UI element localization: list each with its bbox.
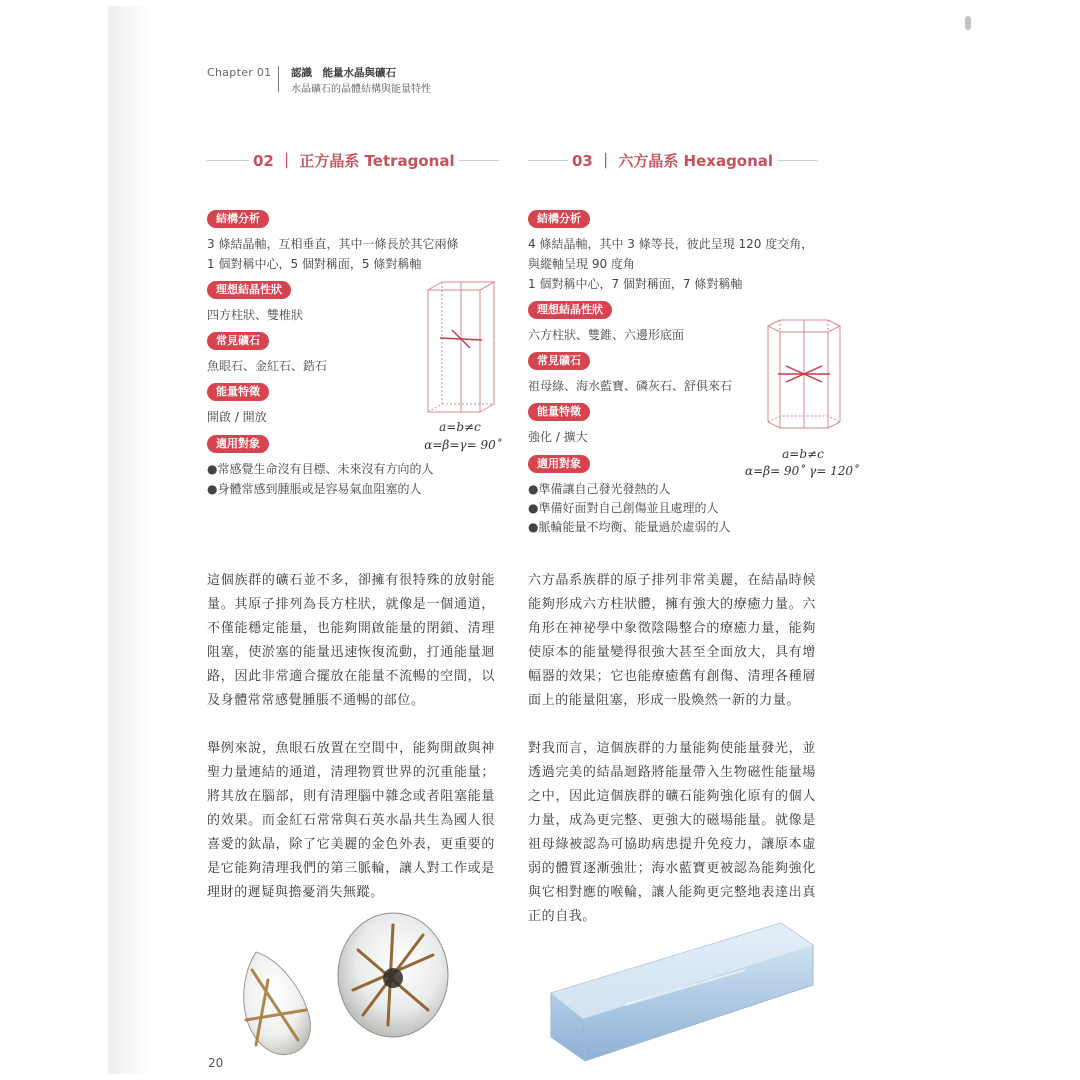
page-number: 20 bbox=[208, 1056, 224, 1070]
structure-tag: 結構分析 bbox=[207, 210, 269, 228]
paragraph: 舉例來說，魚眼石放置在空間中，能夠開啟與神聖力量連結的通道，清理物質世界的沉重能量；將其放在腦部，則有清理腦中雜念或者阻塞能量的效果。而金紅石常常與石英水晶共生為國人很喜愛的鈦晶，除了它美麗的金色外表，更重要的是它能夠清理我們的第三脈輪，讓人對工作或是理財的遲疑與擔憂消失無蹤。 bbox=[207, 741, 495, 900]
hexagonal-crystal-diagram bbox=[762, 318, 844, 438]
aquamarine-photo bbox=[545, 915, 820, 1065]
left-margin bbox=[0, 0, 108, 1080]
heading-rule-left bbox=[528, 160, 568, 161]
structure-tag: 結構分析 bbox=[528, 210, 590, 228]
structure-line: 與縱軸呈現 90 度角 bbox=[528, 257, 635, 271]
mineral-tag: 常見礦石 bbox=[207, 332, 269, 350]
structure-line: 1 個對稱中心，5 個對稱面，5 條對稱軸 bbox=[207, 257, 422, 271]
section-title: 03 ｜ 六方晶系 Hexagonal bbox=[572, 151, 774, 170]
rutile-quartz-photo bbox=[228, 910, 478, 1070]
paragraph: 對我而言，這個族群的力量能夠使能量發光，並透過完美的結晶迴路將能量帶入生物磁性能量場之中，因此這個族群的礦石能夠強化原有的個人力量，成為更完整、更強大的磁場能量。就像是祖母綠被認為可協助病患提升免疫力，讓原本虛弱的體質逐漸強壯；海水藍寶更被認為能夠強化與它相對應的喉輪，讓人能夠更完整地表達出真正的自我。 bbox=[528, 741, 816, 924]
structure-line: 4 條結晶軸，其中 3 條等長，彼此呈現 120 度交角， bbox=[528, 237, 814, 251]
header-divider bbox=[278, 66, 279, 92]
shape-text: 四方柱狀、雙椎狀 bbox=[207, 308, 304, 322]
tetragonal-formula-angles: α=β=γ= 90˚ bbox=[424, 438, 502, 452]
shape-tag: 理想結晶性狀 bbox=[207, 281, 291, 299]
target-tag: 適用對象 bbox=[528, 455, 590, 473]
heading-rule-right bbox=[459, 160, 499, 161]
target-item: ●準備讓自己發光發熱的人 bbox=[528, 482, 671, 496]
chapter-subtitle: 水晶礦石的晶體結構與能量特性 bbox=[291, 84, 431, 95]
chapter-label: Chapter 01 bbox=[207, 66, 272, 79]
target-item: ●脈輪能量不均衡、能量過於虛弱的人 bbox=[528, 520, 731, 534]
heading-rule-left bbox=[207, 160, 249, 161]
paragraph: 這個族群的礦石並不多，卻擁有很特殊的放射能量。其原子排列為長方柱狀，就像是一個通道，不僅能穩定能量，也能夠開啟能量的閉鎖、清理阻塞，使淤塞的能量迅速恢復流動，打通能量迴路，因此非常適合擺放在能量不流暢的空間，以及身體常常感覺腫脹不通暢的部位。 bbox=[207, 573, 495, 708]
right-margin bbox=[924, 0, 1080, 1080]
mineral-text: 魚眼石、金紅石、鋯石 bbox=[207, 359, 328, 373]
target-tag: 適用對象 bbox=[207, 435, 269, 453]
hexagonal-formula-angles: α=β= 90˚ γ= 120˚ bbox=[745, 464, 859, 478]
section-heading-tetragonal bbox=[207, 150, 499, 170]
paragraph: 六方晶系族群的原子排列非常美麗，在結晶時候能夠形成六方柱狀體，擁有強大的療癒力量。六角形在神祕學中象徵陰陽整合的療癒力量，能夠使原本的能量變得很強大甚至全面放大，具有增幅器的效果；它也能療癒舊有創傷、清理各種層面上的能量阻塞，形成一股煥然一新的力量。 bbox=[528, 573, 816, 708]
target-item: ●準備好面對自己創傷並且處理的人 bbox=[528, 501, 719, 515]
energy-tag: 能量特徵 bbox=[207, 383, 269, 401]
mineral-text: 祖母綠、海水藍寶、磷灰石、舒俱來石 bbox=[528, 379, 733, 393]
page-gutter-shadow bbox=[108, 6, 152, 1074]
shape-tag: 理想結晶性狀 bbox=[528, 301, 612, 319]
structure-line: 3 條結晶軸，互相垂直，其中一條長於其它兩條 bbox=[207, 237, 459, 251]
scrollbar-thumb[interactable] bbox=[965, 16, 971, 30]
hexagonal-formula-axes: a=b≠c bbox=[782, 447, 824, 461]
energy-text: 強化 / 擴大 bbox=[528, 430, 588, 444]
heading-rule-right bbox=[777, 160, 817, 161]
target-item: ●身體常感到腫脹或是容易氣血阻塞的人 bbox=[207, 482, 422, 496]
target-item: ●常感覺生命沒有目標、未來沒有方向的人 bbox=[207, 462, 434, 476]
shape-text: 六方柱狀、雙錐、六邊形底面 bbox=[528, 328, 685, 342]
chapter-title: 認識 能量水晶與礦石 bbox=[291, 67, 396, 79]
section-heading-hexagonal bbox=[528, 150, 817, 170]
structure-line: 1 個對稱中心，7 個對稱面，7 條對稱軸 bbox=[528, 277, 743, 291]
mineral-tag: 常見礦石 bbox=[528, 352, 590, 370]
section-title: 02 ｜ 正方晶系 Tetragonal bbox=[253, 151, 455, 170]
energy-text: 開啟 / 開放 bbox=[207, 410, 267, 424]
tetragonal-crystal-diagram bbox=[420, 278, 500, 418]
energy-tag: 能量特徵 bbox=[528, 403, 590, 421]
tetragonal-formula-axes: a=b≠c bbox=[439, 420, 481, 434]
